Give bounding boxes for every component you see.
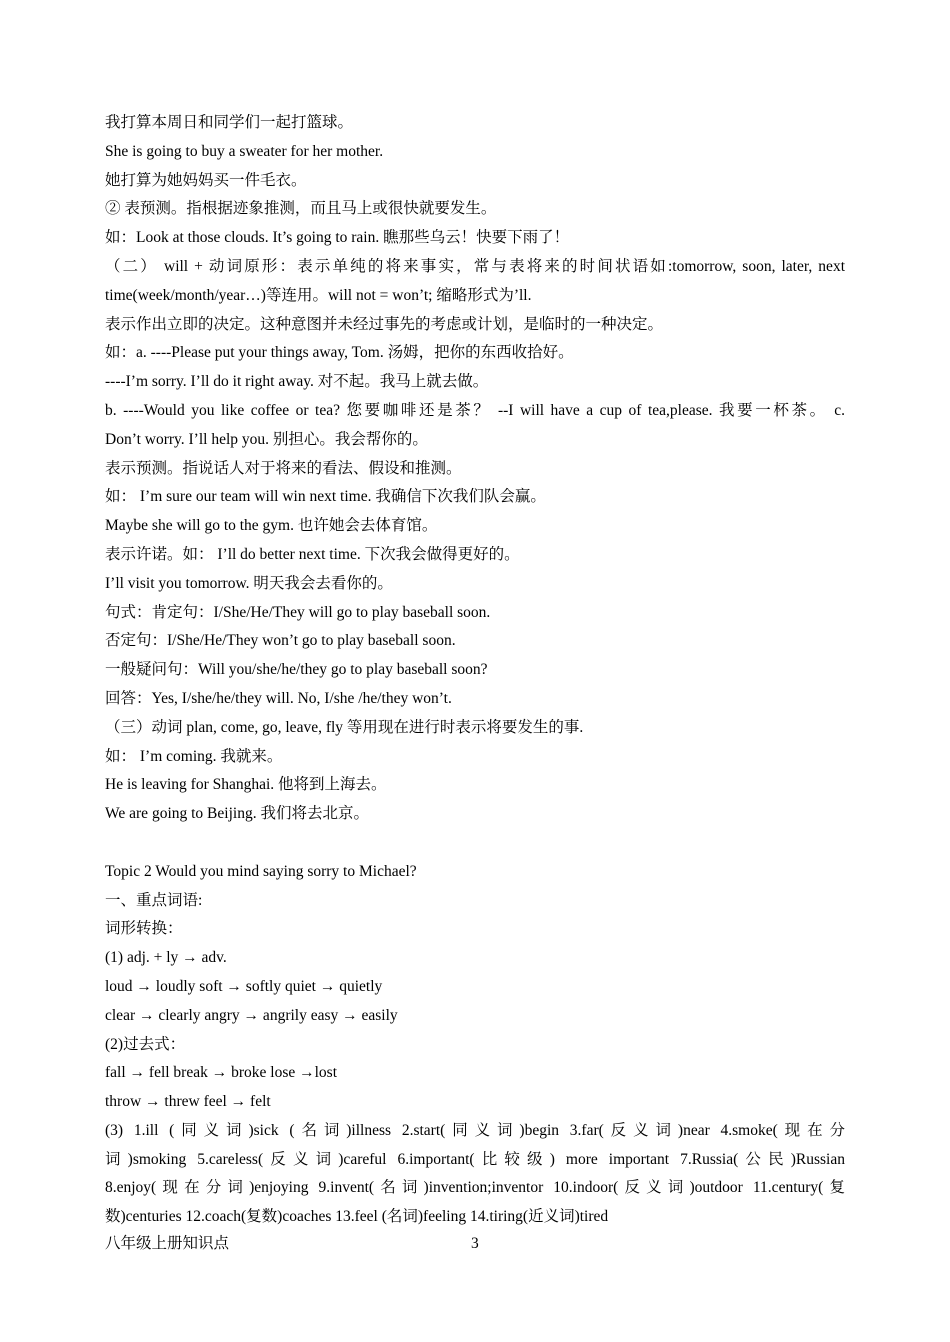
text-line: （三）动词 plan, come, go, leave, fly 等用现在进行时表示将要发生的事. xyxy=(105,718,584,736)
text-line: (1) adj. + ly → adv. xyxy=(105,949,227,967)
text-line: ② 表预测。指根据迹象推测，而且马上或很快就要发生。 xyxy=(105,200,497,218)
page-footer xyxy=(105,1230,845,1258)
text-line: 如：a. ----Please put your things away, Tom. 汤姆，把你的东西收拾好。 xyxy=(105,344,574,362)
text-line: He is leaving for Shanghai. 他将到上海去。 xyxy=(105,776,387,794)
text-line: 如：Look at those clouds. It’s going to rain. 瞧那些乌云！快要下雨了！ xyxy=(105,229,570,247)
text-line: Don’t worry. I’ll help you. 别担心。我会帮你的。 xyxy=(105,430,428,448)
text-line: 数)centuries 12.coach(复数)coaches 13.feel (名词)feeling 14.tiring(近义词)tired xyxy=(105,1208,609,1226)
text-line: fall → fell break → broke lose →lost xyxy=(105,1064,338,1082)
text-line: 词)smoking 5.careless(反义词)careful 6.important(比较级) more important 7.Russia(公民)Russian xyxy=(105,1150,845,1168)
blank-line xyxy=(105,829,845,858)
text-line: We are going to Beijing. 我们将去北京。 xyxy=(105,805,369,823)
text-line: b. ----Would you like coffee or tea? 您要咖啡还是茶？ --I will have a cup of tea,please. 我要一杯茶。 c. xyxy=(105,401,845,419)
section-heading: Topic 2 Would you mind saying sorry to Michael? xyxy=(105,862,417,880)
text-line: 否定句：I/She/He/They won’t go to play baseball soon. xyxy=(105,632,456,650)
text-line: （二） will + 动词原形：表示单纯的将来事实，常与表将来的时间状语如:tomorrow, soon, later, next xyxy=(105,257,845,275)
text-line: She is going to buy a sweater for her mother. xyxy=(105,142,384,160)
text-line: ----I’m sorry. I’ll do it right away. 对不起。我马上就去做。 xyxy=(105,373,489,391)
text-line: 回答：Yes, I/she/he/they will. No, I/she /he/they won’t. xyxy=(105,689,452,707)
page-content xyxy=(105,109,845,1232)
text-line: 表示作出立即的决定。这种意图并未经过事先的考虑或计划，是临时的一种决定。 xyxy=(105,315,664,333)
text-line: 我打算本周日和同学们一起打篮球。 xyxy=(105,114,354,131)
text-line: I’ll visit you tomorrow. 明天我会去看你的。 xyxy=(105,574,393,592)
text-line: 句式：肯定句：I/She/He/They will go to play baseball soon. xyxy=(105,603,491,621)
footer-title: 八年级上册知识点 xyxy=(105,1235,230,1252)
text-line: 词形转换： xyxy=(105,920,183,938)
text-line: loud → loudly soft → softly quiet → quietly xyxy=(105,977,383,995)
text-line: 8.enjoy(现在分词)enjoying 9.invent(名词)invention;inventor 10.indoor(反义词)outdoor 11.century(复 xyxy=(105,1179,845,1197)
text-line: 表示预测。指说话人对于将来的看法、假设和推测。 xyxy=(105,459,462,477)
text-line: 一、重点词语: xyxy=(105,891,203,909)
text-line: 如： I’m sure our team will win next time. 我确信下次我们队会赢。 xyxy=(105,488,546,506)
text-line: 如： I’m coming. 我就来。 xyxy=(105,747,283,765)
text-line: throw → threw feel → felt xyxy=(105,1093,271,1111)
text-line: (2)过去式： xyxy=(105,1035,186,1053)
text-line: (3) 1.ill (同义词)sick (名词)illness 2.start(同义词)begin 3.far(反义词)near 4.smoke(现在分 xyxy=(105,1121,845,1139)
text-line: 一般疑问句：Will you/she/he/they go to play baseball soon? xyxy=(105,661,488,679)
text-line: 表示许诺。如： I’ll do better next time. 下次我会做得更好的。 xyxy=(105,545,520,563)
text-line: Maybe she will go to the gym. 也许她会去体育馆。 xyxy=(105,517,438,535)
text-line: clear → clearly angry → angrily easy → easily xyxy=(105,1006,398,1024)
text-line: 她打算为她妈妈买一件毛衣。 xyxy=(105,171,307,189)
page-number: 3 xyxy=(471,1235,479,1252)
text-line: time(week/month/year…)等连用。will not = won’t; 缩略形式为’ll. xyxy=(105,286,532,304)
